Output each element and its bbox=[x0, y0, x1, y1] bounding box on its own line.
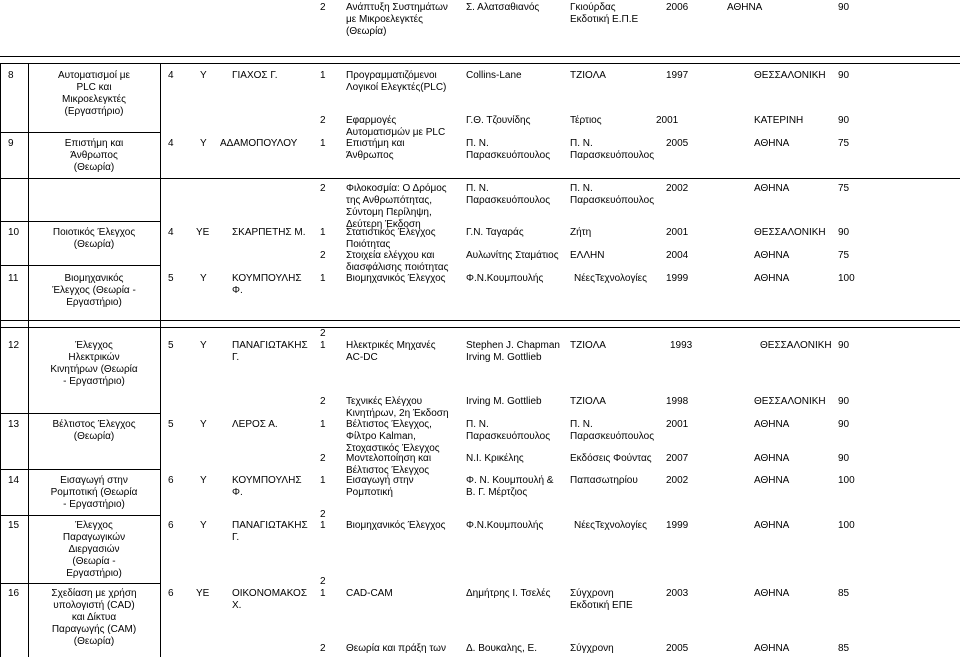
book-title: Ανάπτυξη Συστημάτων με Μικροελεγκτές (Θεωρία) bbox=[346, 2, 448, 37]
book-year: 1993 bbox=[670, 340, 693, 351]
column-divider bbox=[160, 63, 161, 657]
course-number: 8 bbox=[8, 70, 14, 81]
row-divider bbox=[0, 515, 160, 516]
course-semester: 5 bbox=[168, 273, 174, 284]
book-title: Στατιστικός Έλεγχος Ποιότητας bbox=[346, 227, 436, 250]
book-title: Φιλοκοσμία: Ο Δρόμος της Ανθρωπότητας, Σύντομη Περίληψη, Δεύτερη Έκδοση bbox=[346, 183, 447, 230]
book-city: ΑΘΗΝΑ bbox=[754, 138, 790, 149]
book-author: Φ.Ν.Κουμπουλής bbox=[466, 273, 544, 284]
book-publisher: ΝέεςΤεχνολογίες bbox=[574, 273, 647, 284]
row-divider bbox=[0, 63, 960, 64]
course-teacher: ΚΟΥΜΠΟΥΛΗΣ Φ. bbox=[232, 273, 302, 296]
book-year: 2002 bbox=[666, 183, 689, 194]
book-author: Π. Ν. Παρασκευόπουλος bbox=[466, 183, 551, 206]
book-author: Δ. Βουκαλης, Ε. bbox=[466, 643, 537, 654]
course-number: 14 bbox=[8, 475, 20, 486]
book-semester: 1 bbox=[320, 227, 326, 238]
book-city: ΑΘΗΝΑ bbox=[754, 643, 790, 654]
book-year: 2001 bbox=[656, 115, 679, 126]
book-city: ΑΘΗΝΑ bbox=[754, 588, 790, 599]
course-teacher: ΚΟΥΜΠΟΥΛΗΣ Φ. bbox=[232, 475, 302, 498]
book-semester: 1 bbox=[320, 273, 326, 284]
book-city: ΘΕΣΣΑΛΟΝΙΚΗ bbox=[754, 70, 826, 81]
book-semester: 1 bbox=[320, 588, 326, 599]
book-semester: 1 bbox=[320, 340, 326, 351]
course-number: 9 bbox=[8, 138, 14, 149]
book-year: 1997 bbox=[666, 70, 689, 81]
course-name: Σχεδίαση με χρήση υπολογιστή (CAD) και Δίκτυα Παραγωγής (CAM) (Θεωρία) bbox=[51, 588, 137, 647]
book-author: Γ.Θ. Τζουνίδης bbox=[466, 115, 531, 126]
book-author: Π. Ν. Παρασκευόπουλος bbox=[466, 419, 551, 442]
book-title: Ηλεκτρικές Μηχανές AC-DC bbox=[346, 340, 436, 363]
course-semester: 4 bbox=[168, 70, 174, 81]
book-semester: 2 bbox=[320, 643, 326, 654]
book-author: Δημήτρης Ι. Τσελές bbox=[466, 588, 551, 599]
course-semester: 6 bbox=[168, 475, 174, 486]
course-type: Υ bbox=[200, 340, 207, 351]
book-publisher: ΤΖΙΟΛΑ bbox=[570, 396, 606, 407]
book-city: ΘΕΣΣΑΛΟΝΙΚΗ bbox=[754, 396, 826, 407]
course-name: Επιστήμη και Άνθρωπος (Θεωρία) bbox=[64, 138, 124, 173]
book-year: 2001 bbox=[666, 227, 689, 238]
book-publisher: Π. Ν. Παρασκευόπουλος bbox=[570, 183, 655, 206]
course-type: Υ bbox=[200, 419, 207, 430]
book-price: 90 bbox=[838, 396, 850, 407]
book-semester: 2 bbox=[320, 396, 326, 407]
column-divider bbox=[0, 63, 1, 657]
book-city: ΑΘΗΝΑ bbox=[754, 183, 790, 194]
course-teacher: ΠΑΝΑΓΙΩΤΑΚΗΣ Γ. bbox=[232, 340, 308, 363]
course-number: 11 bbox=[8, 273, 19, 284]
course-semester: 5 bbox=[168, 340, 174, 351]
book-title: Εισαγωγή στην Ρομποτική bbox=[346, 475, 414, 498]
course-number: 15 bbox=[8, 520, 20, 531]
course-semester: 4 bbox=[168, 138, 174, 149]
book-author: Σ. Αλατσαθιανός bbox=[466, 2, 540, 13]
book-publisher: Σύγχρονη bbox=[570, 643, 614, 654]
book-semester: 2 bbox=[320, 2, 326, 13]
book-price: 85 bbox=[838, 588, 850, 599]
book-author: Αυλωνίτης Σταμάτιος bbox=[466, 250, 559, 261]
course-teacher: ΣΚΑΡΠΕΤΗΣ Μ. bbox=[232, 227, 306, 238]
course-semester: 6 bbox=[168, 520, 174, 531]
course-name: Βιομηχανικός Έλεγχος (Θεωρία - Εργαστήριο) bbox=[52, 273, 136, 308]
book-publisher: Γκιούρδας Εκδοτική Ε.Π.Ε bbox=[570, 2, 639, 25]
book-price: 100 bbox=[838, 475, 855, 486]
book-price: 90 bbox=[838, 453, 850, 464]
book-semester: 1 bbox=[320, 520, 326, 531]
book-publisher: Π. Ν. Παρασκευόπουλος bbox=[570, 138, 655, 161]
row-divider bbox=[0, 320, 960, 321]
course-semester: 4 bbox=[168, 227, 174, 238]
course-teacher: ΠΑΝΑΓΙΩΤΑΚΗΣ Γ. bbox=[232, 520, 308, 543]
book-semester: 1 bbox=[320, 138, 326, 149]
course-number: 10 bbox=[8, 227, 20, 238]
book-title: Επιστήμη και Άνθρωπος bbox=[346, 138, 405, 161]
book-city: ΑΘΗΝΑ bbox=[754, 419, 790, 430]
book-author: Ν.Ι. Κρικέλης bbox=[466, 453, 524, 464]
book-title: CAD-CAM bbox=[346, 588, 393, 599]
book-semester: 2 bbox=[320, 250, 326, 261]
book-publisher: Π. Ν. Παρασκευόπουλος bbox=[570, 419, 655, 442]
book-title: Βιομηχανικός Έλεγχος bbox=[346, 273, 446, 284]
book-publisher: Ζήτη bbox=[570, 227, 592, 238]
book-city: ΘΕΣΣΑΛΟΝΙΚΗ bbox=[760, 340, 832, 351]
row-divider bbox=[0, 413, 160, 414]
row-divider bbox=[0, 583, 160, 584]
book-publisher: Εκδόσεις Φούντας bbox=[570, 453, 652, 464]
course-name: Έλεγχος Παραγωγικών Διεργασιών (Θεωρία - Εργαστήριο) bbox=[62, 520, 126, 579]
book-semester: 2 bbox=[320, 115, 326, 126]
book-semester-extra: 2 bbox=[320, 328, 326, 339]
book-city: ΑΘΗΝΑ bbox=[754, 475, 790, 486]
book-semester: 2 bbox=[320, 183, 326, 194]
book-publisher: ΤΖΙΟΛΑ bbox=[570, 70, 606, 81]
course-number: 12 bbox=[8, 340, 20, 351]
book-year: 2003 bbox=[666, 588, 689, 599]
book-semester: 1 bbox=[320, 419, 326, 430]
book-price: 75 bbox=[838, 138, 850, 149]
course-type: Υ bbox=[200, 273, 207, 284]
book-price: 90 bbox=[838, 227, 850, 238]
book-year: 1999 bbox=[666, 520, 689, 531]
course-name: Βέλτιστος Έλεγχος (Θεωρία) bbox=[52, 419, 136, 442]
book-author: Stephen J. Chapman Irving M. Gottlieb bbox=[466, 340, 560, 363]
row-divider bbox=[0, 132, 160, 133]
course-name: Έλεγχος Ηλεκτρικών Κινητήρων (Θεωρία - Εργαστήριο) bbox=[50, 340, 138, 387]
book-publisher: ΤΖΙΟΛΑ bbox=[570, 340, 606, 351]
book-semester: 1 bbox=[320, 70, 326, 81]
book-author: Φ. Ν. Κουμπουλή & Β. Γ. Μέρτζιος bbox=[466, 475, 554, 498]
book-semester: 2 bbox=[320, 453, 326, 464]
book-author: Collins-Lane bbox=[466, 70, 522, 81]
course-teacher: ΑΔΑΜΟΠΟΥΛΟΥ bbox=[220, 138, 298, 149]
book-publisher: Σύγχρονη Εκδοτική ΕΠΕ bbox=[570, 588, 633, 611]
row-divider bbox=[0, 265, 160, 266]
book-title: Στοιχεία ελέγχου και διασφάλισης ποιότητας bbox=[346, 250, 449, 273]
book-city: ΑΘΗΝΑ bbox=[754, 520, 790, 531]
course-name: Ποιοτικός Έλεγχος (Θεωρία) bbox=[52, 227, 136, 250]
column-divider bbox=[28, 63, 29, 657]
book-publisher: Παπασωτηρίου bbox=[570, 475, 638, 486]
book-title: Τεχνικές Ελέγχου Κινητήρων, 2η Έκδοση bbox=[346, 396, 449, 419]
book-city: ΑΘΗΝΑ bbox=[754, 273, 790, 284]
course-teacher: ΛΕΡΟΣ Α. bbox=[232, 419, 278, 430]
book-price: 75 bbox=[838, 250, 850, 261]
course-teacher: ΓΙΑΧΟΣ Γ. bbox=[232, 70, 278, 81]
book-city: ΘΕΣΣΑΛΟΝΙΚΗ bbox=[754, 227, 826, 238]
book-year: 2004 bbox=[666, 250, 689, 261]
course-type: ΥΕ bbox=[196, 227, 210, 238]
course-type: ΥΕ bbox=[196, 588, 210, 599]
book-title: Θεωρία και πράξη των bbox=[346, 643, 446, 654]
book-year: 2002 bbox=[666, 475, 689, 486]
book-title: Προγραμματιζόμενοι Λογικοί Ελεγκτές(PLC) bbox=[346, 70, 447, 93]
book-title: Βιομηχανικός Έλεγχος bbox=[346, 520, 446, 531]
row-divider bbox=[0, 221, 160, 222]
book-author: Γ.Ν. Ταγαράς bbox=[466, 227, 524, 238]
book-author: Π. Ν. Παρασκευόπουλος bbox=[466, 138, 551, 161]
book-author: Irving M. Gottlieb bbox=[466, 396, 542, 407]
book-author: Φ.Ν.Κουμπουλής bbox=[466, 520, 544, 531]
course-type: Υ bbox=[200, 138, 207, 149]
book-price: 90 bbox=[838, 2, 850, 13]
book-year: 2001 bbox=[666, 419, 689, 430]
book-city: ΑΘΗΝΑ bbox=[727, 2, 763, 13]
book-title: Εφαρμογές Αυτοματισμών με PLC bbox=[346, 115, 446, 138]
course-semester: 6 bbox=[168, 588, 174, 599]
course-semester: 5 bbox=[168, 419, 174, 430]
book-price: 90 bbox=[838, 70, 850, 81]
row-divider bbox=[0, 327, 960, 328]
book-year: 1998 bbox=[666, 396, 689, 407]
book-city: ΑΘΗΝΑ bbox=[754, 250, 790, 261]
course-type: Υ bbox=[200, 475, 207, 486]
book-price: 90 bbox=[838, 115, 850, 126]
course-type: Υ bbox=[200, 520, 207, 531]
book-title: Μοντελοποίηση και Βέλτιστος Έλεγχος bbox=[346, 453, 432, 476]
course-number: 16 bbox=[8, 588, 20, 599]
book-publisher: ΝέεςΤεχνολογίες bbox=[574, 520, 647, 531]
book-year: 2007 bbox=[666, 453, 689, 464]
book-title: Βέλτιστος Έλεγχος, Φίλτρο Kalman, Στοχαστικός Έλεγχος bbox=[346, 419, 440, 454]
book-semester-extra: 2 bbox=[320, 576, 326, 587]
book-year: 1999 bbox=[666, 273, 689, 284]
book-year: 2005 bbox=[666, 138, 689, 149]
book-price: 100 bbox=[838, 273, 855, 284]
book-price: 75 bbox=[838, 183, 850, 194]
book-price: 100 bbox=[838, 520, 855, 531]
course-name: Αυτοματισμοί με PLC και Μικροελεγκτές (Εργαστήριο) bbox=[58, 70, 130, 117]
row-divider bbox=[0, 469, 160, 470]
book-price: 90 bbox=[838, 419, 850, 430]
course-type: Υ bbox=[200, 70, 207, 81]
course-name: Εισαγωγή στην Ρομποτική (Θεωρία - Εργαστήριο) bbox=[50, 475, 138, 510]
book-price: 90 bbox=[838, 340, 850, 351]
book-semester: 1 bbox=[320, 475, 326, 486]
course-number: 13 bbox=[8, 419, 20, 430]
book-price: 85 bbox=[838, 643, 850, 654]
book-year: 2005 bbox=[666, 643, 689, 654]
book-year: 2006 bbox=[666, 2, 689, 13]
row-divider bbox=[0, 178, 960, 179]
book-city: ΑΘΗΝΑ bbox=[754, 453, 790, 464]
book-publisher: Τέρτιος bbox=[570, 115, 602, 126]
book-semester-extra: 2 bbox=[320, 509, 326, 520]
course-teacher: ΟΙΚΟΝΟΜΑΚΟΣ Χ. bbox=[232, 588, 308, 611]
book-city: ΚΑΤΕΡΙΝΗ bbox=[754, 115, 804, 126]
book-publisher: ΕΛΛΗΝ bbox=[570, 250, 605, 261]
row-divider bbox=[0, 56, 960, 57]
